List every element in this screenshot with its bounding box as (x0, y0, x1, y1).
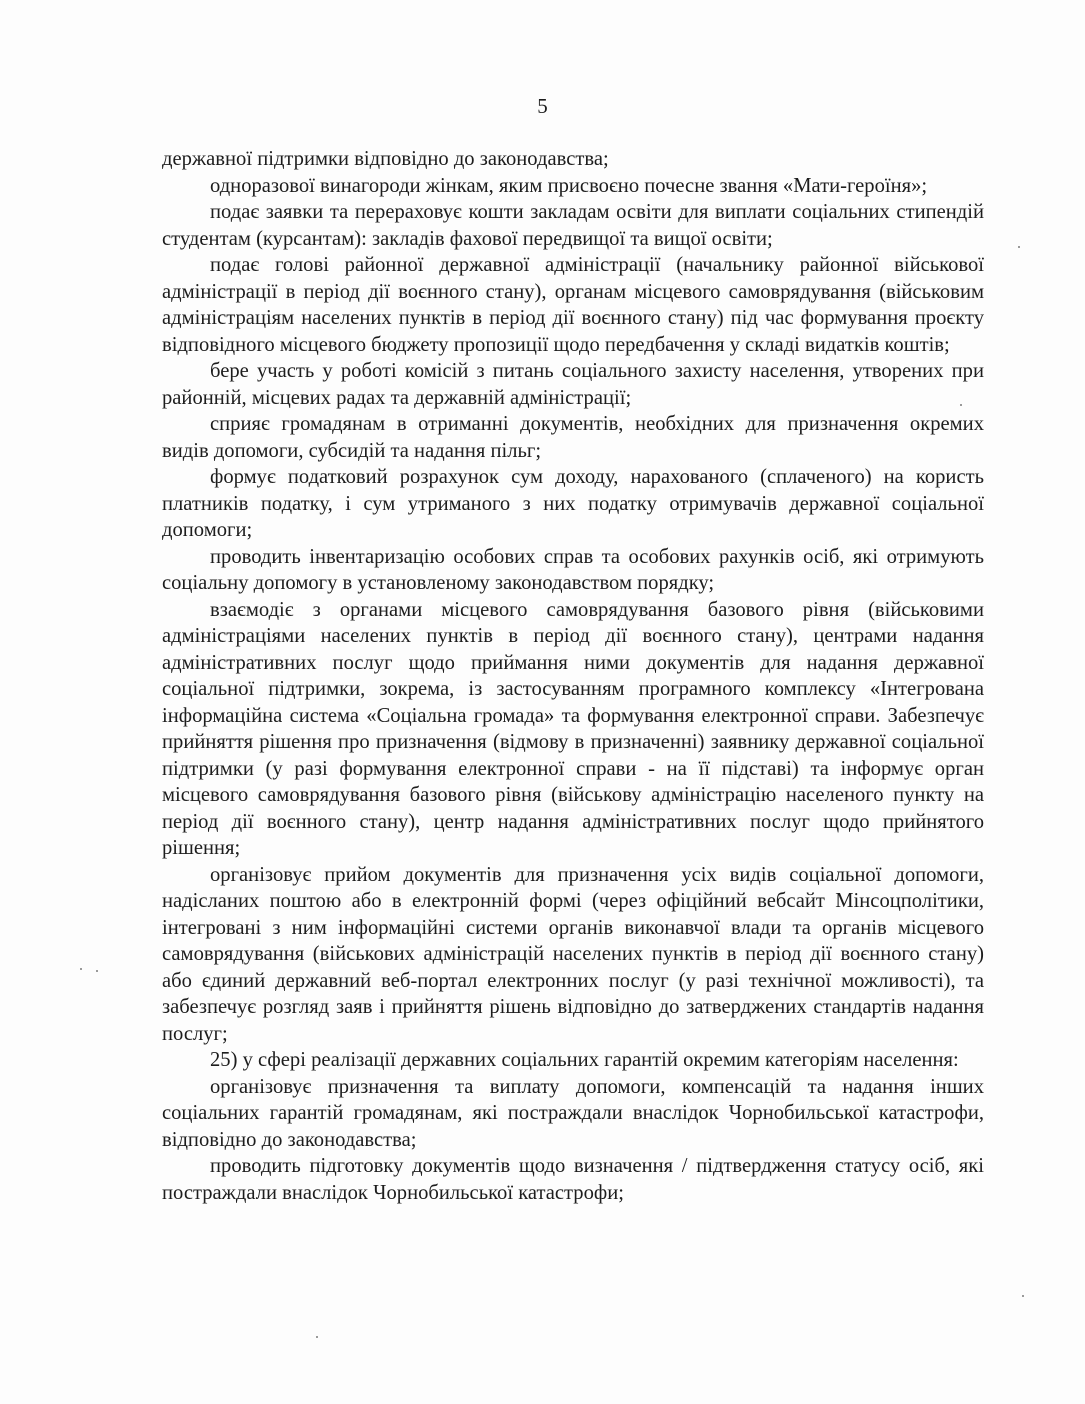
scan-speck (960, 404, 962, 406)
scan-speck (316, 1336, 318, 1338)
paragraph: організовує призначення та виплату допомоги, компенсацій та надання інших соціальних гарантій громадянам, які постраждали внаслідок Чорнобильської катастрофи, відповідно до законодавства; (162, 1075, 984, 1151)
paragraph: взаємодіє з органами місцевого самоврядування базового рівня (військовими адміністраціями населених пунктів в період дії воєнного стану), центрами надання адміністративних послуг щодо приймання ними документів для надання державної соціальної підтримки, зокрема, із застосуванням програмного комплексу «Інтегрована інформаційна система «Соціальна громада» та формування електронної справи. Забезпечує прийняття рішення про призначення (відмову в призначенні) заявнику державної соціальної підтримки (у разі формування електронної справи - на її підставі) та інформує орган місцевого самоврядування базового рівня (військову адміністрацію населеного пункту на період дії воєнного стану), центр надання адміністративних послуг щодо прийнятого рішення; (162, 598, 984, 859)
paragraph: одноразової винагороди жінкам, яким присвоєно почесне звання «Мати-героїня»; (210, 174, 928, 197)
paragraph: бере участь у роботі комісій з питань соціального захисту населення, утворених при районній, місцевих радах та державній адміністрації; (162, 360, 984, 409)
paragraph: організовує прийом документів для призначення усіх видів соціальної допомоги, надісланих поштою або в електронній формі (через офіційний вебсайт Мінсоцполітики, інтегровані з ним інформаційні системи органів виконавчої влади та органів місцевого самоврядування (військових адміністрацій населених пунктів в період дії воєнного стану) або єдиний державний веб-портал електронних послуг (у разі технічної можливості), та забезпечує розгляд заяв і прийняття рішень відповідно до затверджених стандартів надання послуг; (162, 863, 984, 1045)
paragraph: подає заявки та перераховує кошти закладам освіти для виплати соціальних стипендій студентам (курсантам): закладів фахової передвищої та вищої освіти; (162, 201, 984, 250)
scan-speck (1018, 246, 1020, 248)
paragraph: 25) у сфері реалізації державних соціальних гарантій окремим категоріям населення: (210, 1049, 959, 1071)
document-body (162, 146, 984, 1206)
paragraph: проводить підготовку документів щодо визначення / підтвердження статусу осіб, які постраждали внаслідок Чорнобильської катастрофи; (162, 1155, 984, 1204)
page-number: 5 (537, 94, 548, 118)
paragraph: формує податковий розрахунок сум доходу, нарахованого (сплаченого) на користь платників податку, і сум утриманого з них податку отримувачів державної соціальної допомоги; (162, 466, 984, 541)
paragraph: державної підтримки відповідно до законодавства; (162, 148, 609, 170)
paragraph: подає голові районної державної адміністрації (начальнику районної військової адміністрації в період дії воєнного стану), органам місцевого самоврядування (військовим адміністраціям населених пунктів в період дії воєнного стану) під час формування проєкту відповідного місцевого бюджету пропозиції щодо передбачення у складі видатків коштів; (162, 254, 984, 356)
paragraph: проводить інвентаризацію особових справ та особових рахунків осіб, які отримують соціальну допомогу в установленому законодавством порядку; (162, 545, 984, 594)
scan-speck (96, 970, 98, 972)
scan-speck (80, 968, 82, 970)
paragraph: сприяє громадянам в отриманні документів, необхідних для призначення окремих видів допомоги, субсидій та надання пільг; (162, 413, 984, 462)
scan-speck (1022, 1295, 1024, 1297)
